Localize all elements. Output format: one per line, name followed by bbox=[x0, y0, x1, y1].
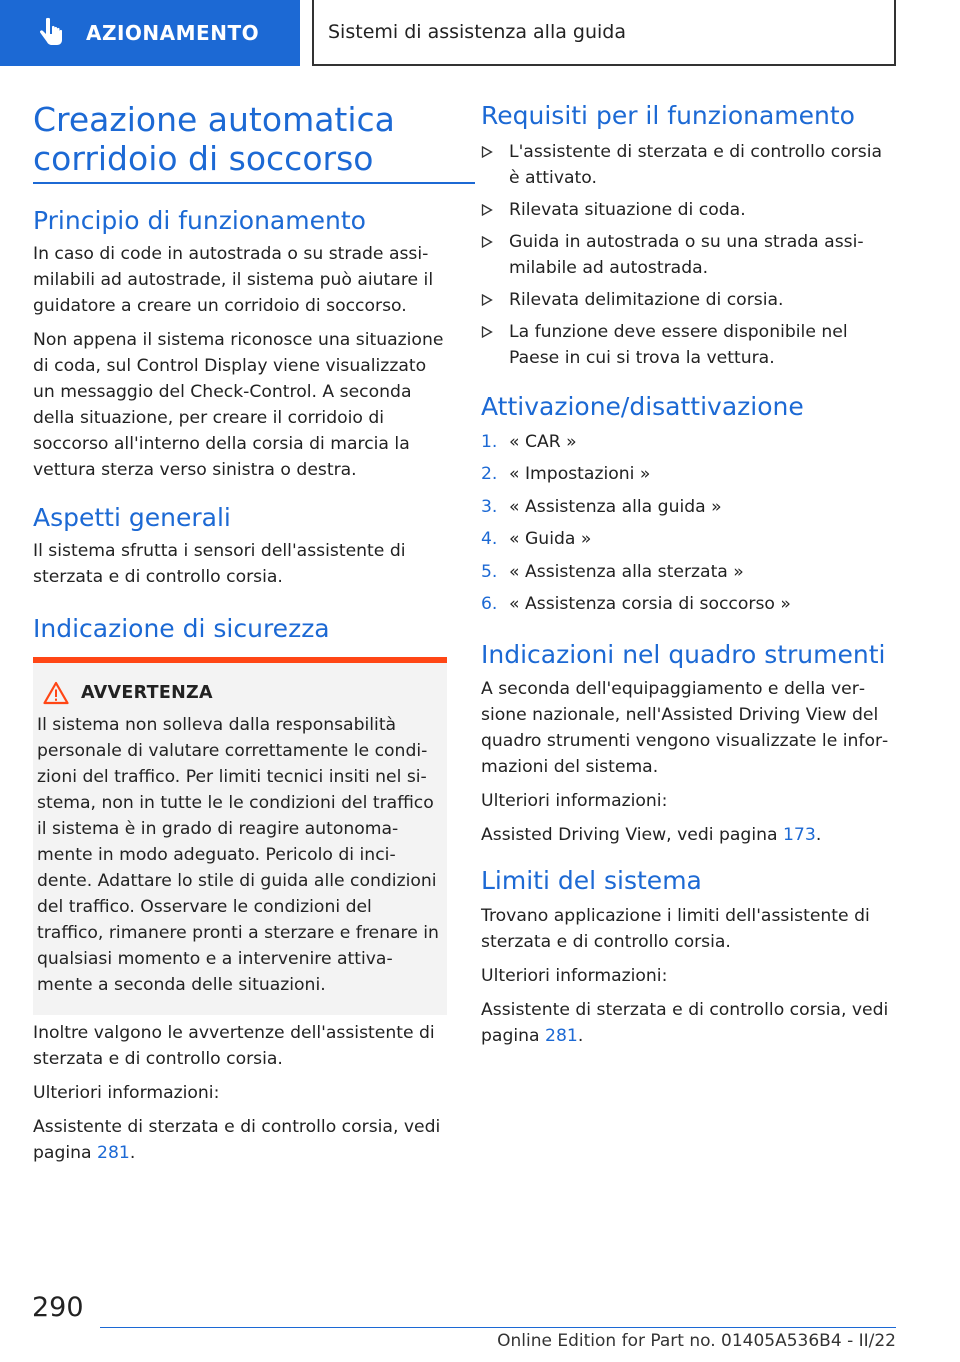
list-item bbox=[481, 197, 895, 223]
step-number: 2. bbox=[481, 464, 498, 485]
after-warning-text bbox=[33, 1020, 447, 1166]
step-text: « Impostazioni » bbox=[509, 464, 651, 485]
list-item bbox=[481, 591, 895, 623]
list-item bbox=[481, 559, 895, 591]
reference-text: Assisted Driving View, vedi pagina bbox=[481, 825, 783, 845]
reference-end: . bbox=[577, 1026, 584, 1046]
requirement-text: Rilevata situazione di coda. bbox=[509, 200, 746, 220]
triangle-bullet-icon bbox=[481, 326, 493, 338]
reference-text: Assistente di sterzata e di controllo corsia, vedi pagina bbox=[481, 1000, 889, 1046]
reference-end: . bbox=[129, 1143, 136, 1163]
section-tab[interactable] bbox=[0, 0, 300, 66]
step-number: 1. bbox=[481, 432, 498, 452]
step-text: « Assistenza corsia di soccorso » bbox=[509, 593, 791, 614]
after-warning-paragraph-3 bbox=[33, 1114, 447, 1166]
list-item bbox=[481, 526, 895, 558]
heading-general: Aspetti generali bbox=[33, 503, 231, 532]
title-divider bbox=[33, 182, 475, 184]
cluster-paragraph-1: A seconda dell'equipaggiamento e della versione nazionale, nell'Assisted Driving View del quadro strumenti vengono visualizzate le informazioni del sistema. bbox=[481, 679, 889, 777]
list-item bbox=[481, 139, 895, 191]
requirements-list bbox=[481, 139, 895, 377]
limits-text bbox=[481, 903, 895, 1049]
section-tab-label: AZIONAMENTO bbox=[86, 21, 260, 45]
limits-paragraph-1: Trovano applicazione i limiti dell'assistente di sterzata e di controllo corsia. bbox=[481, 906, 870, 952]
page-link-173[interactable]: 173 bbox=[783, 825, 816, 845]
heading-cluster: Indicazioni nel quadro strumenti bbox=[481, 640, 886, 669]
warning-triangle-icon bbox=[43, 681, 69, 705]
general-paragraph: Il sistema sfrutta i sensori dell'assistente di sterzata e di controllo corsia. bbox=[33, 541, 406, 587]
step-text: « CAR » bbox=[509, 432, 577, 452]
step-number: 5. bbox=[481, 561, 498, 582]
list-item bbox=[481, 229, 895, 281]
chapter-title: Sistemi di assistenza alla guida bbox=[328, 21, 627, 43]
cluster-paragraph-3 bbox=[481, 822, 895, 848]
limits-paragraph-2: Ulteriori informazioni: bbox=[481, 966, 668, 986]
heading-requirements: Requisiti per il funzionamento bbox=[481, 101, 855, 130]
triangle-bullet-icon bbox=[481, 294, 493, 306]
triangle-bullet-icon bbox=[481, 204, 493, 216]
principle-paragraph-2: Non appena il sistema riconosce una situazione di coda, sul Control Display viene visualizzato un messaggio del Check-Control. A seconda della situazione, per creare il corridoio di soccorso all'interno della corsia di marcia la vettura sterza verso sinistra o destra. bbox=[33, 330, 444, 480]
requirement-text: L'assistente di sterzata e di controllo corsia è attivato. bbox=[509, 142, 883, 188]
requirement-text: Rilevata delimitazione di corsia. bbox=[509, 290, 784, 310]
general-text bbox=[33, 538, 447, 590]
step-number: 6. bbox=[481, 593, 498, 614]
list-item bbox=[481, 429, 895, 461]
chapter-title-box bbox=[312, 0, 896, 66]
requirement-text: La funzione deve essere disponibile nel Paese in cui si trova la vettura. bbox=[509, 322, 848, 368]
cluster-paragraph-2: Ulteriori informazioni: bbox=[481, 791, 668, 811]
hand-pointer-icon bbox=[36, 16, 66, 50]
requirement-text: Guida in autostrada o su una strada assimilabile ad autostrada. bbox=[509, 232, 864, 278]
list-item bbox=[481, 287, 895, 313]
step-text: « Assistenza alla sterzata » bbox=[509, 561, 744, 582]
after-warning-paragraph-1: Inoltre valgono le avvertenze dell'assistente di sterzata e di controllo corsia. bbox=[33, 1023, 435, 1069]
principle-text bbox=[33, 241, 447, 483]
footer-divider bbox=[100, 1327, 896, 1328]
cluster-text bbox=[481, 676, 895, 848]
warning-box bbox=[33, 657, 447, 1015]
activation-steps bbox=[481, 429, 895, 623]
limits-paragraph-3 bbox=[481, 997, 895, 1049]
list-item bbox=[481, 319, 895, 371]
reference-text: Assistente di sterzata e di controllo corsia, vedi pagina bbox=[33, 1117, 441, 1163]
principle-paragraph-1: In caso di code in autostrada o su strade assimilabili ad autostrade, il sistema può aiutare il guidatore a creare un corridoio di soccorso. bbox=[33, 244, 434, 316]
step-number: 4. bbox=[481, 529, 498, 550]
edition-label: Online Edition for Part no. 01405A536B4 - II/22 bbox=[497, 1331, 896, 1351]
triangle-bullet-icon bbox=[481, 236, 493, 248]
page-number: 290 bbox=[32, 1292, 84, 1323]
after-warning-paragraph-2: Ulteriori informazioni: bbox=[33, 1083, 220, 1103]
warning-title: AVVERTENZA bbox=[81, 683, 213, 703]
heading-safety: Indicazione di sicurezza bbox=[33, 614, 330, 643]
page-link-281[interactable]: 281 bbox=[97, 1143, 130, 1163]
step-number: 3. bbox=[481, 496, 498, 517]
list-item bbox=[481, 461, 895, 493]
reference-end: . bbox=[815, 825, 822, 845]
triangle-bullet-icon bbox=[481, 146, 493, 158]
step-text: « Assistenza alla guida » bbox=[509, 496, 722, 517]
step-text: « Guida » bbox=[509, 529, 592, 550]
warning-bar bbox=[33, 657, 447, 663]
page-header bbox=[0, 0, 960, 66]
page-link-281[interactable]: 281 bbox=[545, 1026, 578, 1046]
list-item bbox=[481, 494, 895, 526]
heading-principle: Principio di funzionamento bbox=[33, 206, 366, 235]
heading-activation: Attivazione/disattivazione bbox=[481, 392, 804, 421]
page-title: Creazione automatica corridoio di soccorso bbox=[33, 100, 395, 178]
heading-limits: Limiti del sistema bbox=[481, 866, 702, 895]
warning-text: Il sistema non solleva dalla responsabilità personale di valutare correttamente le condizioni del traffico. Per limiti tecnici insiti nel sistema, non in tutte le le condizioni del traffico il sistema è in grado di reagire autonomamente in modo adeguato. Pericolo di incidente. Adattare lo stile di guida alle condizioni del traffico. Osservare le condizioni del traffico, rimanere pronti a sterzare e frenare in qualsiasi momento e a intervenire attivamente a seconda delle situazioni. bbox=[37, 715, 439, 995]
